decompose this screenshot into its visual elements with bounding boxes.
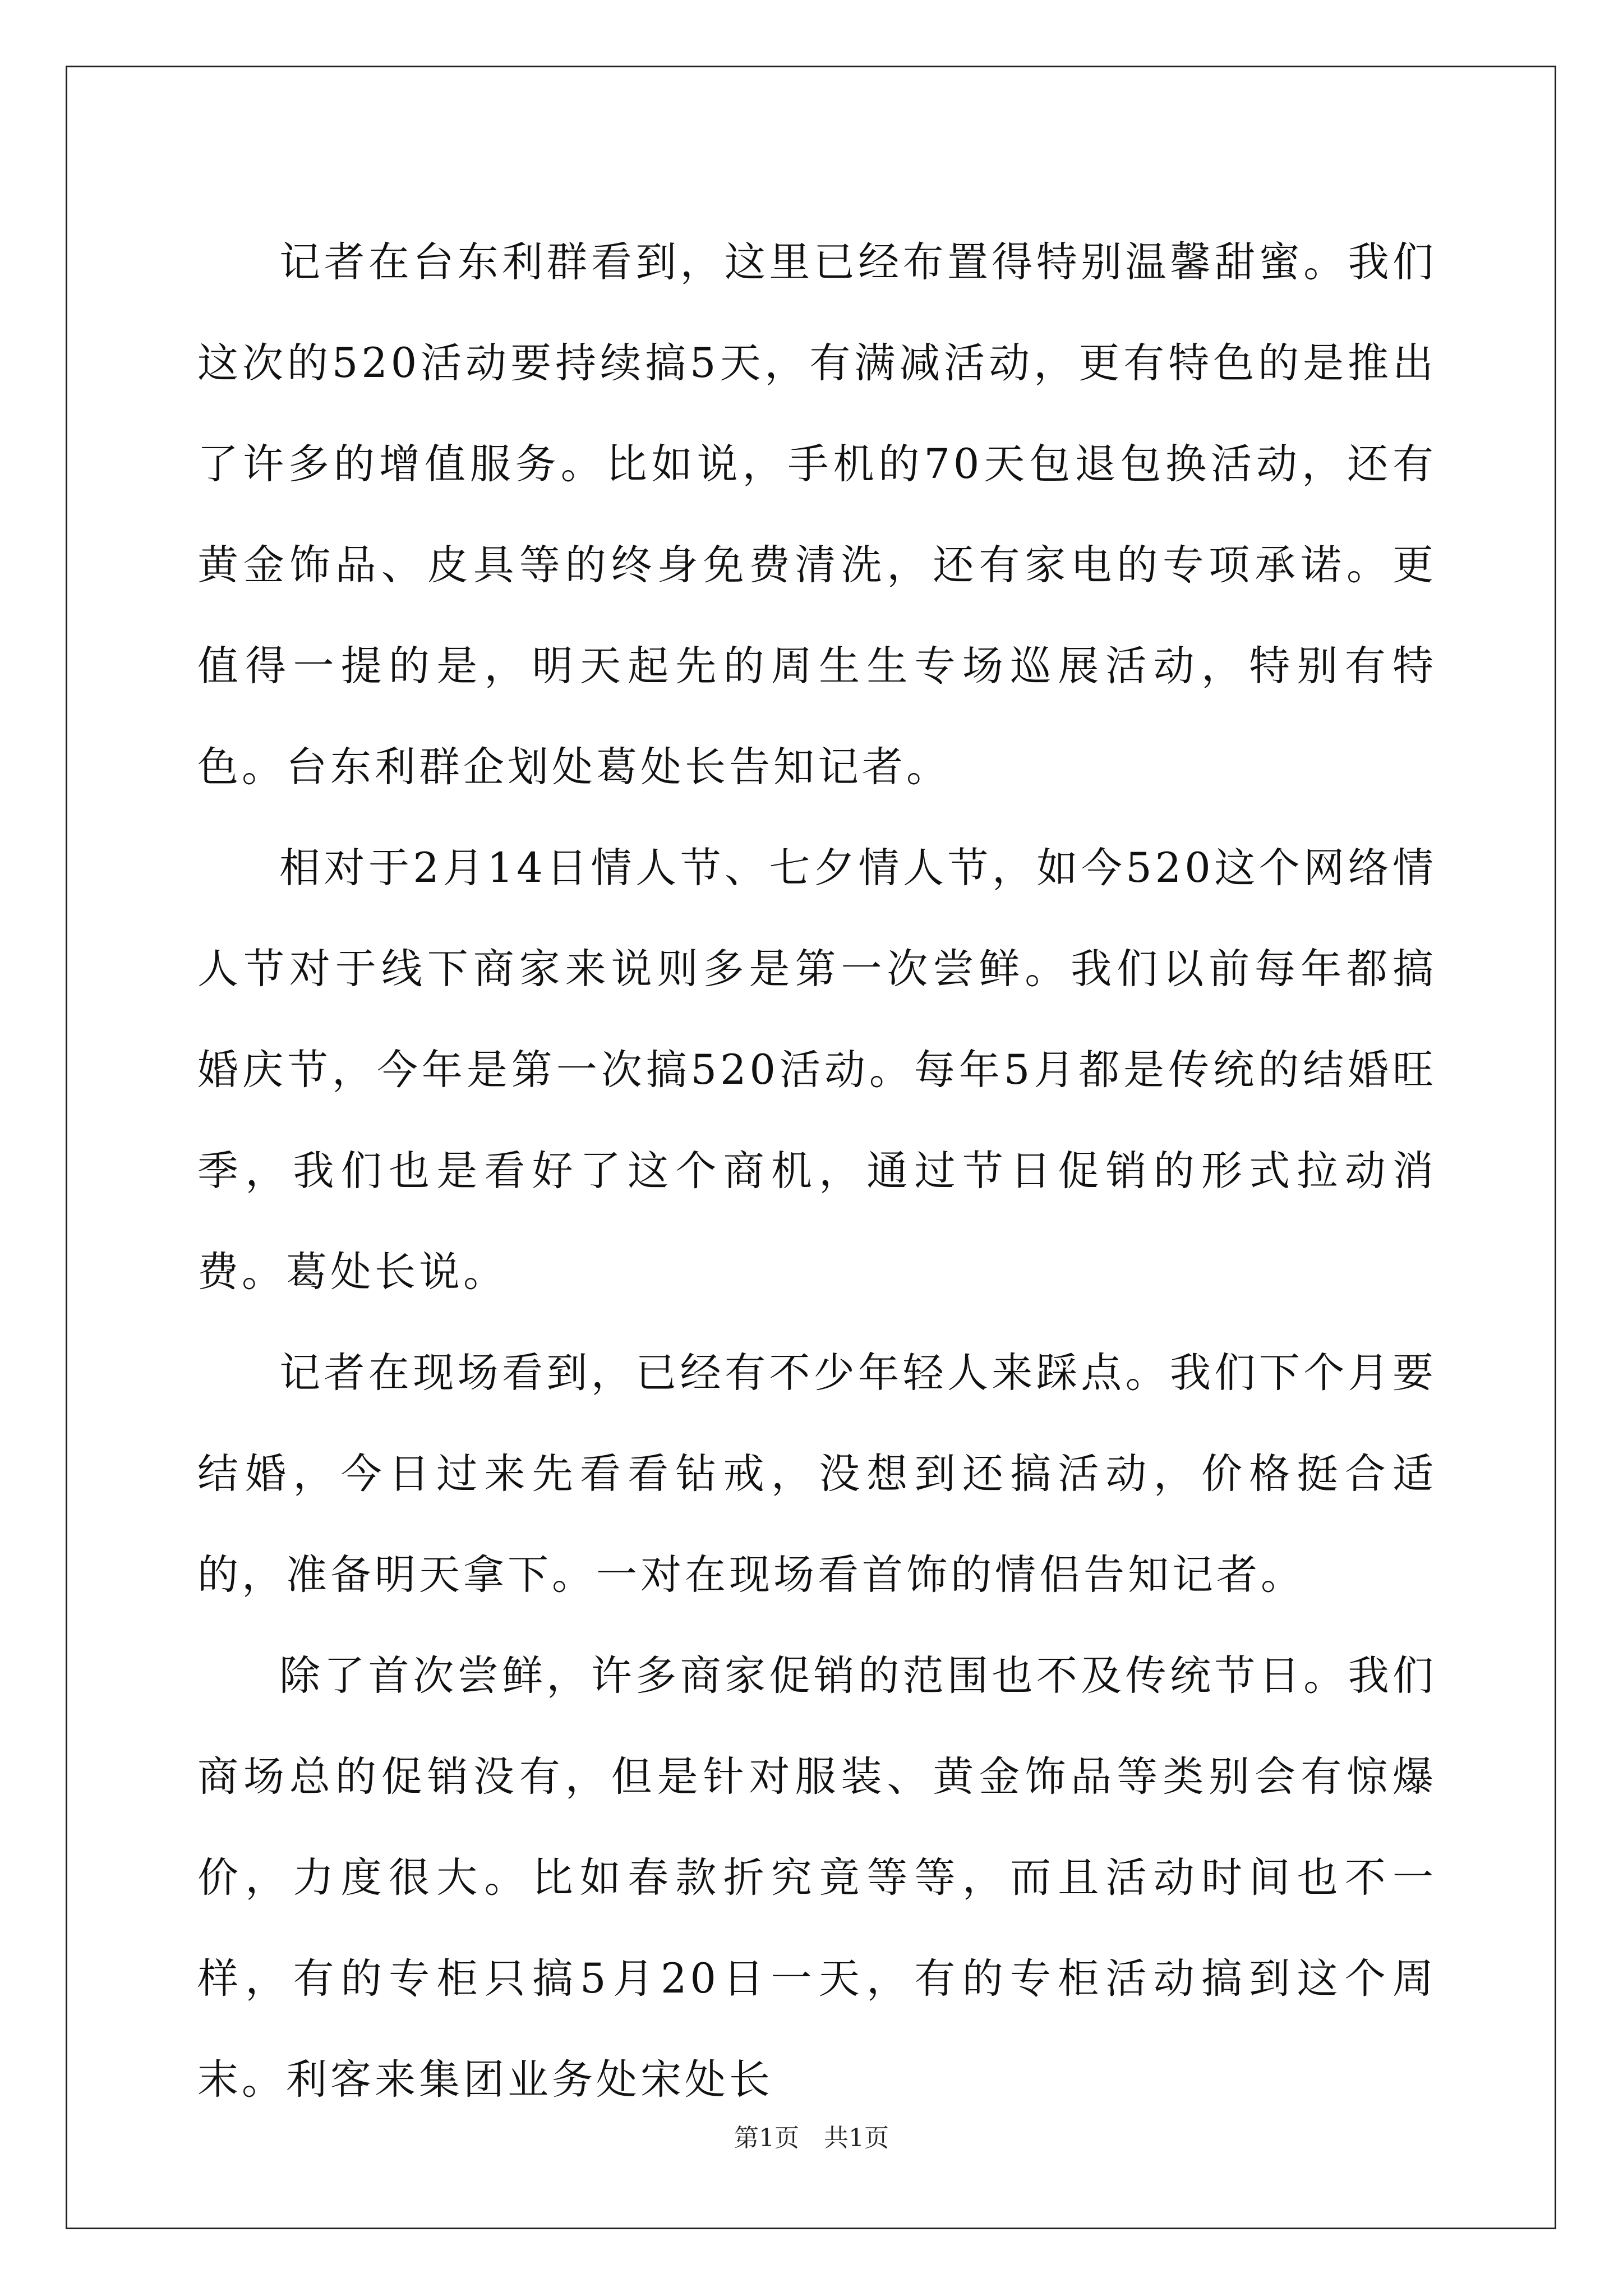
paragraph-4: 除了首次尝鲜，许多商家促销的范围也不及传统节日。我们商场总的促销没有，但是针对服装、黄金饰品等类别会有惊爆价，力度很大。比如春款折究竟等等，而且活动时间也不一样，有的专柜只搞5月20日一天，有的专柜活动搞到这个周末。利客来集团业务处宋处长 bbox=[197, 1652, 1437, 2104]
paragraph-3: 记者在现场看到，已经有不少年轻人来踩点。我们下个月要结婚，今日过来先看看钻戒，没想到还搞活动，价格挺合适的，准备明天拿下。一对在现场看首饰的情侣告知记者。 bbox=[197, 1349, 1437, 1599]
paragraph-2: 相对于2月14日情人节、七夕情人节，如今520这个网络情人节对于线下商家来说则多是第一次尝鲜。我们以前每年都搞婚庆节，今年是第一次搞520活动。每年5月都是传统的结婚旺季，我们也是看好了这个商机，通过节日促销的形式拉动消费。葛处长说。 bbox=[197, 844, 1437, 1296]
paragraph-1: 记者在台东利群看到，这里已经布置得特别温馨甜蜜。我们这次的520活动要持续搞5天，有满减活动，更有特色的是推出了许多的增值服务。比如说，手机的70天包退包换活动，还有黄金饰品、皮具等的终身免费清洗，还有家电的专项承诺。更值得一提的是，明天起先的周生生专场巡展活动，特别有特色。台东利群企划处葛处长告知记者。 bbox=[197, 238, 1437, 791]
document-body bbox=[197, 212, 1437, 2131]
page-number-footer: 第1页 共1页 bbox=[734, 2124, 889, 2152]
